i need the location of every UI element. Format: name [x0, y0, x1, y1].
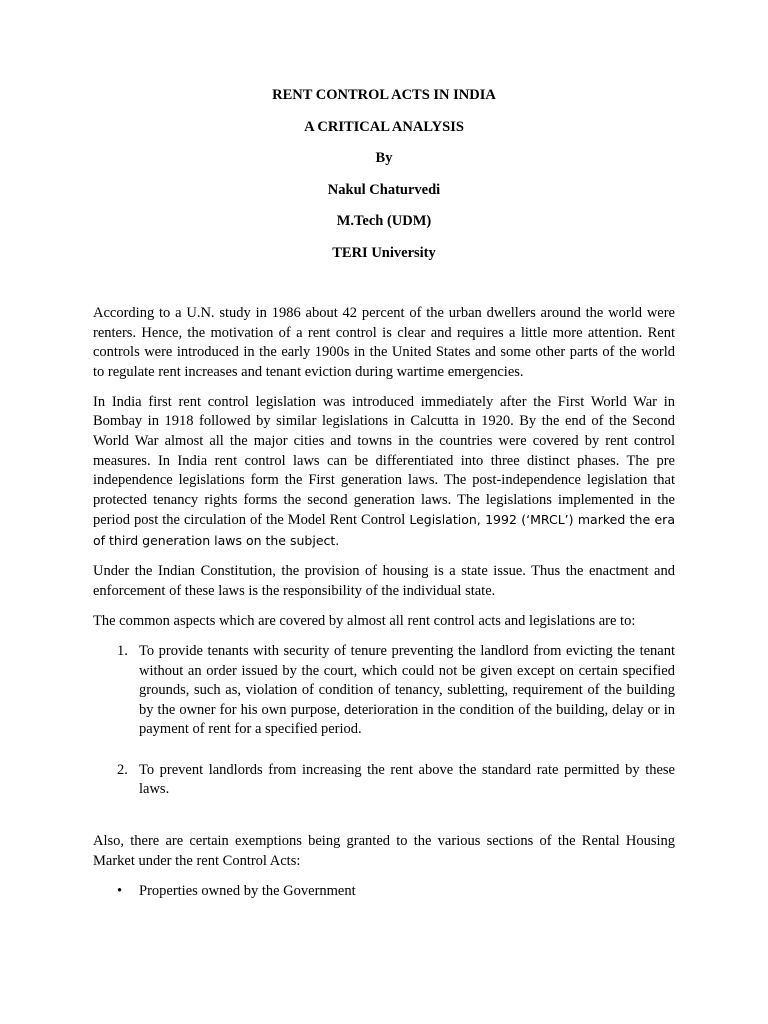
paragraph-4: The common aspects which are covered by almost all rent control acts and legislations are to: — [93, 612, 636, 629]
paragraph-2-tail: Legislation, 1992 (‘MRCL’) marked the era of third generation laws on the subject. — [93, 512, 675, 549]
list-item — [93, 882, 675, 902]
paragraph-1: According to a U.N. study in 1986 about 42 percent of the urban dwellers around the world were renters. Hence, the motivation of a rent control is clear and requires a little more attention. Rent controls were introduced in the early 1900s in the United States and some other parts of the world to regulate rent increases and tenant eviction during wartime emergencies. — [93, 305, 675, 380]
list-item-number: 1. — [117, 642, 128, 659]
document-subtitle: A CRITICAL ANALYSIS — [304, 118, 464, 135]
paragraph-2-main: In India first rent control legislation was introduced immediately after the First World War in Bombay in 1918 followed by similar legislations in Calcutta in 1920. By the end of the Second World War almost all the major cities and towns in the countries were covered by rent control measures. In India rent control laws can be differentiated into three distinct phases. The pre independence legislations form the First generation laws. The post-independence legislation that protected tenancy rights forms the second generation laws. The legislations implemented in the period post the circulation of the Model Rent Control — [93, 393, 675, 529]
author-affiliation: TERI University — [332, 244, 436, 261]
paragraph-5: Also, there are certain exemptions being granted to the various sections of the Rental Housing Market under the rent Control Acts: — [93, 833, 675, 869]
list-item — [93, 642, 675, 740]
body-text — [93, 304, 675, 901]
title-block — [0, 86, 768, 275]
numbered-list — [93, 642, 675, 800]
paragraph-2 — [93, 393, 675, 552]
list-item-text: To provide tenants with security of tenure preventing the landlord from evicting the tenant without an order issued by the court, which could not be given except on certain specified grounds, such as, violation of condition of tenancy, subletting, requirement of the building by the owner for his own purpose, deterioration in the condition of the building, delay or in payment of rent for a specified period. — [139, 642, 675, 738]
bullet-list — [93, 882, 675, 902]
list-item-text: To prevent landlords from increasing the rent above the standard rate permitted by these laws. — [139, 761, 675, 798]
byline-by: By — [375, 150, 393, 166]
paragraph-3: Under the Indian Constitution, the provision of housing is a state issue. Thus the enactment and enforcement of these laws is the responsibility of the individual state. — [93, 563, 675, 599]
list-item — [93, 761, 675, 800]
author-degree: M.Tech (UDM) — [336, 213, 432, 229]
list-item-text: Properties owned by the Government — [139, 882, 356, 899]
bullet-icon: • — [117, 882, 123, 899]
author-name: Nakul Chaturvedi — [327, 181, 441, 198]
document-title: RENT CONTROL ACTS IN INDIA — [272, 87, 496, 103]
list-item-number: 2. — [117, 761, 128, 778]
